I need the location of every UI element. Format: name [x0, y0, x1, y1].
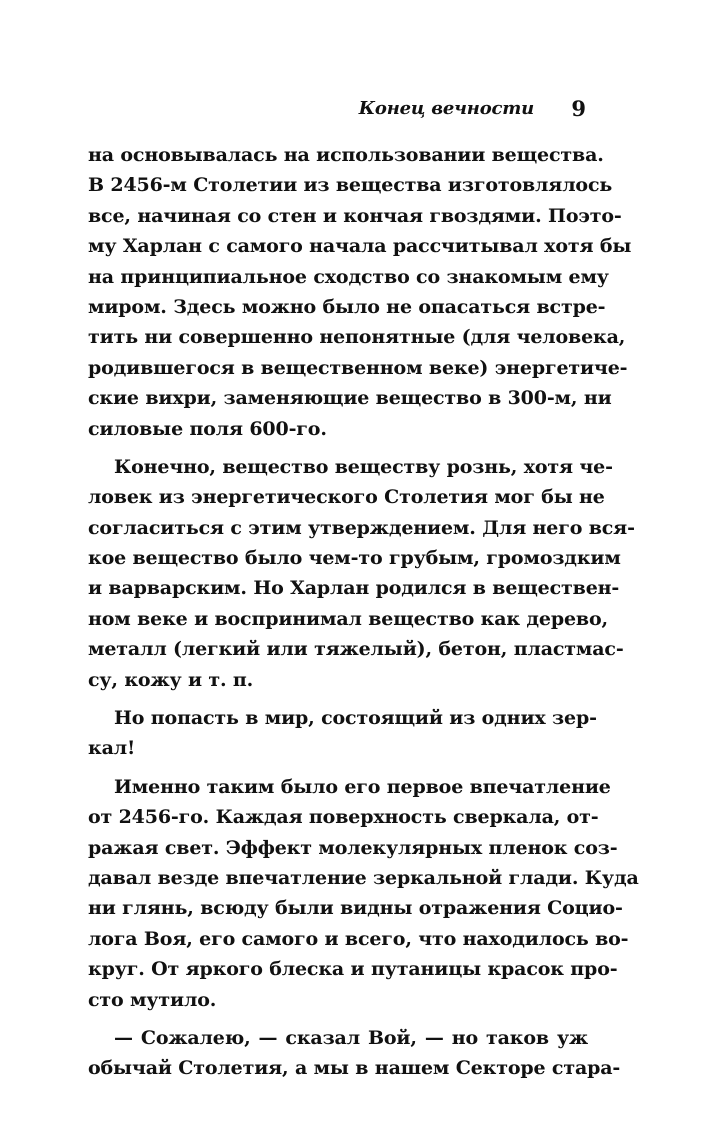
- text-line: силовые поля 600-го.: [88, 417, 327, 440]
- text-line: ни глянь, всюду были видны отражения Социо-: [88, 897, 623, 920]
- body-text: [88, 140, 639, 1092]
- text-line: В 2456-м Столетии из вещества изготовлялось: [88, 174, 613, 197]
- text-line: металл (легкий или тяжелый), бетон, пластмас-: [88, 638, 624, 661]
- paragraph: [88, 140, 632, 444]
- text-line: сто мутило.: [88, 988, 217, 1011]
- paragraph: [88, 703, 597, 764]
- text-line: — Сожалею, — сказал Вой, — но таков уж: [114, 1026, 588, 1049]
- paragraph: [88, 772, 639, 1015]
- text-line: все, начиная со стен и кончая гвоздями. Поэто-: [88, 204, 622, 227]
- paragraph: [88, 452, 635, 695]
- text-line: круг. От яркого блеска и путаницы красок про-: [88, 958, 618, 981]
- text-line: давал везде впечатление зеркальной глади. Куда: [88, 866, 639, 889]
- text-line: согласиться с этим утверждением. Для него вся-: [88, 516, 635, 539]
- text-line: родившегося в вещественном веке) энергетиче-: [88, 356, 628, 379]
- text-line: на основывалась на использовании вещества.: [88, 144, 604, 166]
- text-line: Но попасть в мир, состоящий из одних зер-: [114, 707, 597, 730]
- text-line: на принципиальное сходство со знакомым ему: [88, 265, 609, 288]
- running-head-title: Конец вечности: [358, 98, 534, 119]
- text-line: от 2456-го. Каждая поверхность сверкала, от-: [88, 806, 599, 829]
- text-line: ские вихри, заменяющие вещество в 300-м, ни: [88, 387, 612, 410]
- text-line: и варварским. Но Харлан родился в веществен-: [88, 577, 620, 600]
- text-line: су, кожу и т. п.: [88, 668, 254, 691]
- text-line: миром. Здесь можно было не опасаться встре-: [88, 295, 606, 318]
- paragraph: [88, 1023, 621, 1084]
- text-line: ражая свет. Эффект молекулярных пленок соз-: [88, 836, 618, 859]
- text-line: му Харлан с самого начала рассчитывал хотя бы: [88, 235, 632, 258]
- text-line: ном веке и воспринимал вещество как дерево,: [88, 607, 608, 630]
- text-line: ловек из энергетического Столетия мог бы не: [88, 486, 605, 509]
- text-line: кал!: [88, 737, 136, 760]
- text-line: Именно таким было его первое впечатление: [114, 775, 611, 798]
- running-head: [88, 96, 586, 126]
- text-line: тить ни совершенно непонятные (для человека,: [88, 326, 626, 349]
- text-line: обычай Столетия, а мы в нашем Секторе стара-: [88, 1057, 621, 1080]
- text-line: кое вещество было чем-то грубым, громоздким: [88, 547, 621, 570]
- text-line: Конечно, вещество веществу рознь, хотя че-: [114, 455, 613, 478]
- page-number: 9: [571, 96, 586, 121]
- text-line: лога Воя, его самого и всего, что находилось во-: [88, 927, 629, 950]
